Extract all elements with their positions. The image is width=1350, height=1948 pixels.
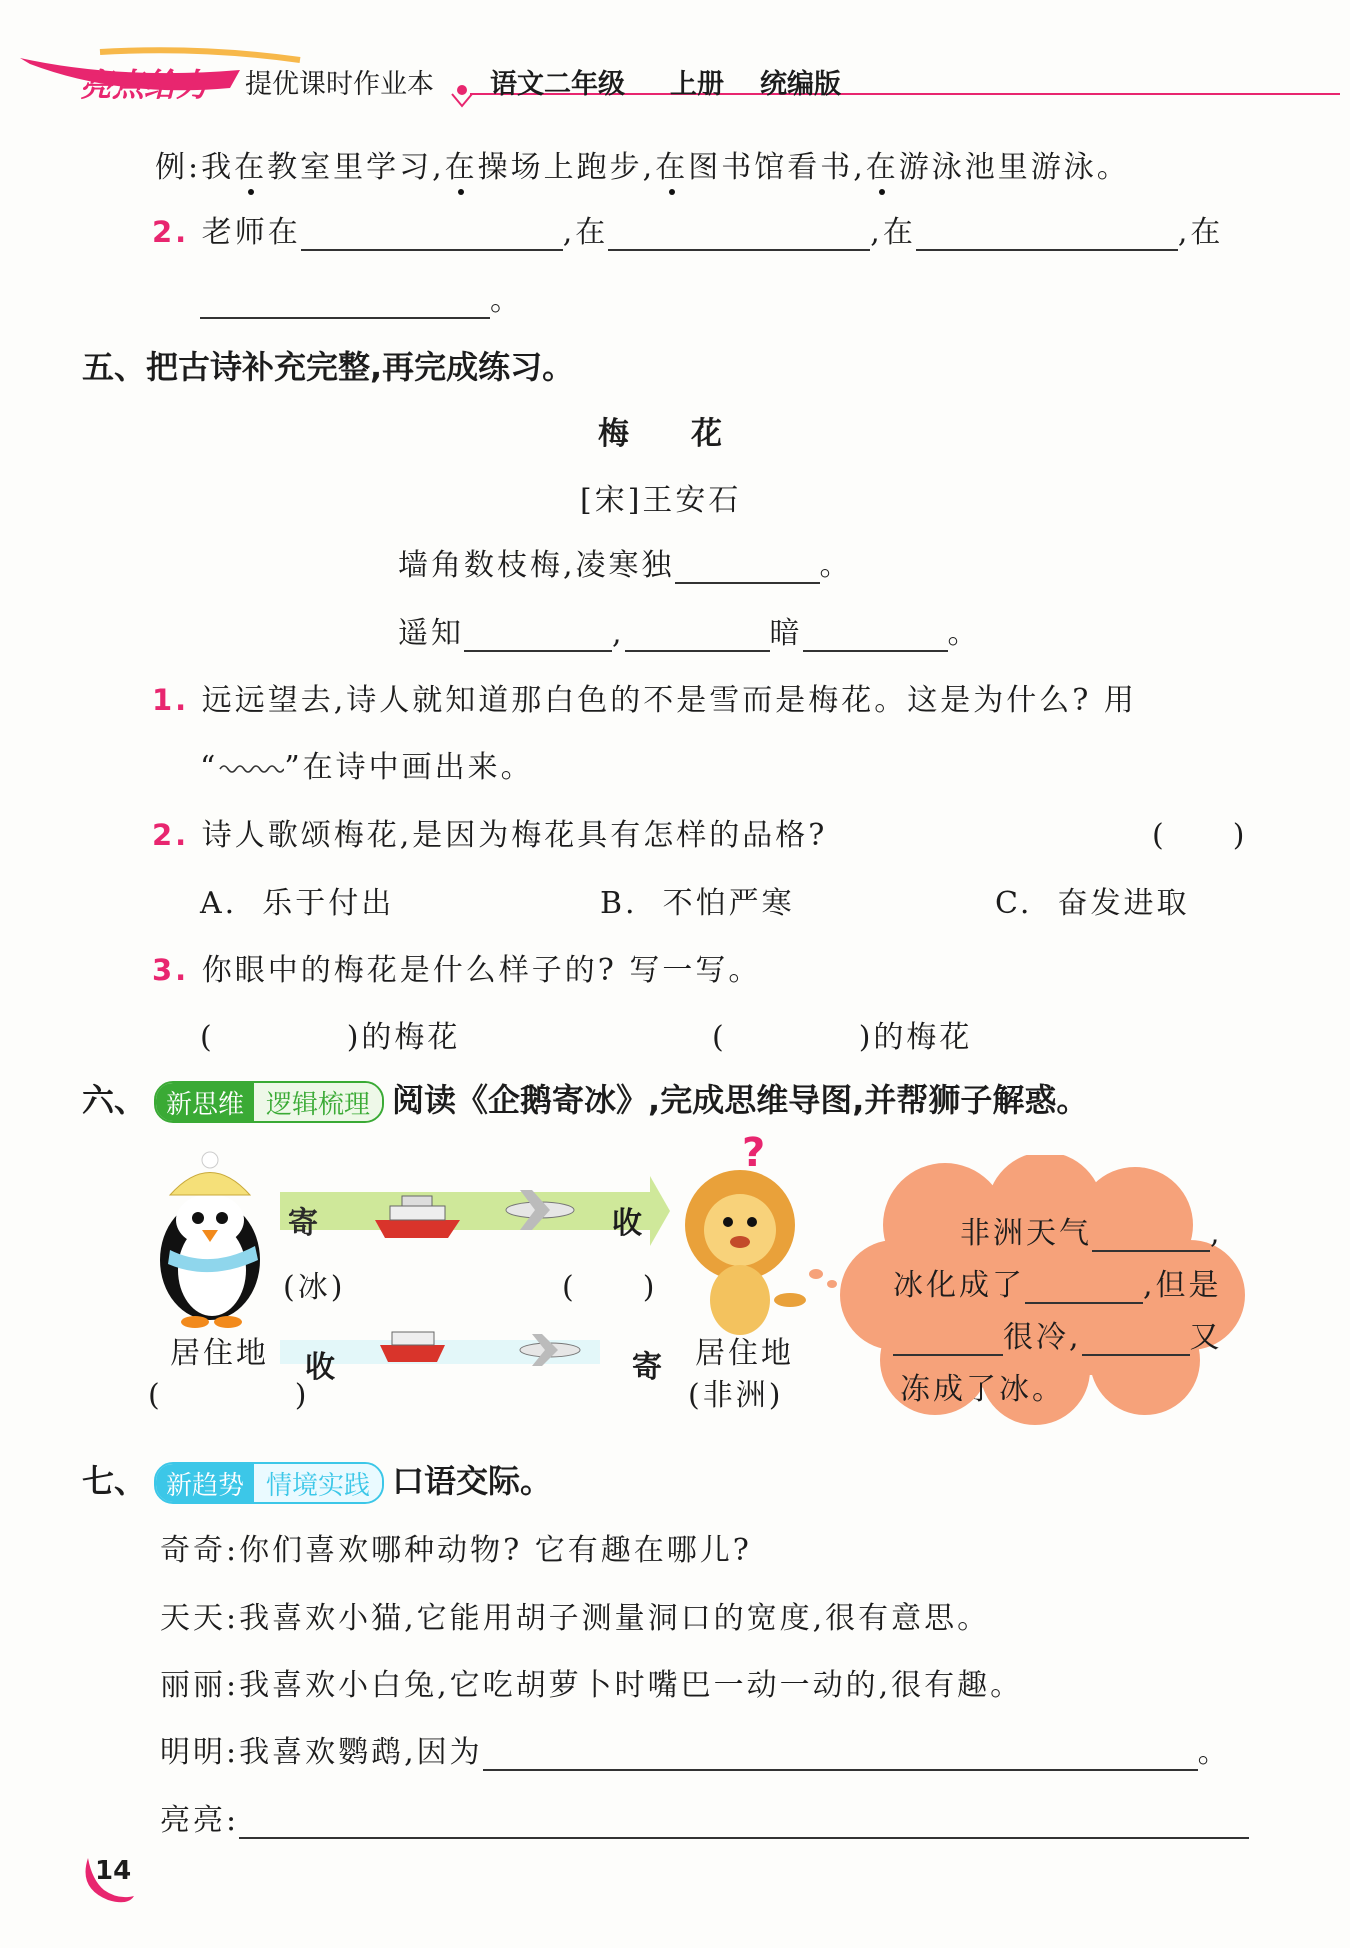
page-number: 14 <box>95 1856 132 1886</box>
example-word: 图书馆看书, <box>688 150 866 185</box>
poem-line-1 <box>398 540 853 584</box>
question-text: 。 <box>490 283 523 318</box>
s5-question-1-line2 <box>200 742 534 786</box>
section6-title-row <box>82 1075 1088 1123</box>
poem-text: , <box>612 616 625 651</box>
edition: 统编版 <box>760 69 841 100</box>
cloud-text: 很冷, <box>1003 1320 1082 1355</box>
ice-label: (冰) <box>283 1270 346 1305</box>
s5-question-1 <box>152 675 1137 719</box>
example-word: 游泳池里游泳。 <box>898 150 1130 185</box>
tag-sub: 情境实践 <box>254 1464 382 1502</box>
answer-blank[interactable] <box>200 287 490 319</box>
send-arrow-head <box>650 1176 670 1246</box>
cloud-line-4: 冻成了冰。 <box>900 1372 1065 1407</box>
cloud-text: ,但是 <box>1143 1268 1222 1303</box>
dialogue-liangliang <box>160 1795 1249 1839</box>
dialogue-line: 天天:我喜欢小猫,它能用胡子测量洞口的宽度,很有意思。 <box>160 1601 991 1636</box>
question-text: ,在 <box>562 215 609 250</box>
answer-blank[interactable] <box>893 1324 1003 1356</box>
example-word-dotted: 在 <box>655 150 689 185</box>
answer-blank[interactable] <box>1025 1272 1143 1304</box>
question-text: 远远望去,诗人就知道那白色的不是雪而是梅花。这是为什么? 用 <box>201 683 1137 718</box>
poem-line-2 <box>398 608 981 652</box>
new-trend-tag <box>154 1462 384 1504</box>
s5-question-3 <box>152 945 761 989</box>
poem-text: 。 <box>947 616 981 651</box>
send-label-bottom: 寄 <box>632 1350 665 1385</box>
series-name: 提优课时作业本 <box>245 69 434 100</box>
question-text: ,在 <box>870 215 916 250</box>
plum-fill-1[interactable]: ( )的梅花 <box>200 1020 461 1055</box>
tag-sub: 逻辑梳理 <box>254 1083 382 1121</box>
cloud-text: 冰化成了 <box>893 1268 1025 1303</box>
answer-paren[interactable]: ( ) <box>1152 818 1248 853</box>
question-text: ”在诗中画出来。 <box>284 750 534 785</box>
subject-grade: 语文二年级 <box>490 69 625 100</box>
dialogue-text: 。 <box>1197 1735 1231 1770</box>
section-prefix: 六、 <box>82 1081 147 1119</box>
cloud-text: 非洲天气 <box>960 1216 1092 1251</box>
cloud-text: , <box>1210 1216 1223 1251</box>
question-text: 你眼中的梅花是什么样子的? 写一写。 <box>201 953 762 988</box>
cloud-line-1 <box>960 1208 1223 1252</box>
poem-author: [宋]王安石 <box>580 483 742 518</box>
answer-blank[interactable] <box>301 219 563 251</box>
section-prefix: 七、 <box>82 1462 147 1500</box>
answer-blank[interactable] <box>239 1807 1249 1839</box>
ship-icon <box>380 1332 445 1362</box>
section-title: 口语交际。 <box>392 1462 553 1500</box>
poem-text: 墙角数枝梅,凌寒独 <box>398 548 675 583</box>
penguin-home-label: 居住地 <box>170 1336 269 1371</box>
tag-main: 新趋势 <box>156 1464 254 1502</box>
dialogue-line: 奇奇:你们喜欢哪种动物? 它有趣在哪儿? <box>160 1533 752 1568</box>
cloud-line-2 <box>893 1260 1222 1304</box>
example-word-dotted: 在 <box>234 150 268 185</box>
answer-blank[interactable] <box>608 219 870 251</box>
section-title: 阅读《企鹅寄冰》,完成思维导图,并帮狮子解惑。 <box>392 1081 1089 1119</box>
answer-blank[interactable] <box>803 620 948 652</box>
answer-blank[interactable] <box>625 620 770 652</box>
dialogue-text: 明明:我喜欢鹦鹉,因为 <box>160 1735 483 1770</box>
question-text: 诗人歌颂梅花,是因为梅花具有怎样的品格? <box>201 818 828 853</box>
question-number: 2. <box>152 215 190 249</box>
example-word-dotted: 在 <box>444 150 478 185</box>
cloud-line-3 <box>893 1312 1223 1356</box>
example-sentence <box>155 142 1130 186</box>
lion-home-label: 居住地 <box>695 1336 794 1371</box>
answer-blank[interactable] <box>464 620 612 652</box>
question-number: 2. <box>152 818 190 852</box>
question-number: 3. <box>152 953 190 987</box>
question-mark-icon: ? <box>742 1130 766 1176</box>
section5-title: 五、把古诗补充完整,再完成练习。 <box>82 348 575 386</box>
dialogue-line: 丽丽:我喜欢小白兔,它吃胡萝卜时嘴巴一动一动的,很有趣。 <box>160 1668 1024 1703</box>
teacher-question <box>152 207 1223 251</box>
s5-question-2 <box>152 810 827 854</box>
receive-label-bottom: 收 <box>305 1350 338 1385</box>
penguin-home-blank[interactable]: ( ) <box>148 1378 310 1413</box>
question-text: “ <box>200 750 219 785</box>
poem-text: 遥知 <box>398 616 464 651</box>
answer-blank[interactable] <box>1092 1220 1210 1252</box>
brand-logo: 亮点给力 <box>80 66 209 104</box>
wavy-line-icon <box>218 762 284 776</box>
dialogue-mingming <box>160 1727 1231 1771</box>
answer-blank[interactable] <box>675 552 820 584</box>
thought-dot <box>809 1269 823 1279</box>
option-a[interactable]: A. 乐于付出 <box>200 886 395 921</box>
example-word: 操场上跑步, <box>477 150 656 185</box>
item-blank[interactable]: ( ) <box>562 1270 658 1305</box>
question-number: 1. <box>152 683 190 717</box>
section7-title-row <box>82 1456 552 1504</box>
example-word: 教室里学习, <box>267 150 445 185</box>
answer-blank[interactable] <box>483 1739 1198 1771</box>
penguin-icon <box>160 1152 260 1328</box>
receive-label: 收 <box>612 1206 645 1241</box>
new-thinking-tag <box>154 1081 384 1123</box>
poem-title: 梅 花 <box>598 416 722 452</box>
question-text: ,在 <box>1177 215 1224 250</box>
example-prefix: 例: <box>155 150 202 185</box>
tag-main: 新思维 <box>156 1083 254 1121</box>
option-c[interactable]: C. 奋发进取 <box>995 886 1190 921</box>
option-b[interactable]: B. 不怕严寒 <box>600 886 795 921</box>
answer-blank[interactable] <box>916 219 1178 251</box>
lion-icon <box>685 1170 806 1335</box>
dialogue-text: 亮亮: <box>160 1803 240 1838</box>
poem-text: 暗 <box>769 616 803 651</box>
answer-blank[interactable] <box>1082 1324 1190 1356</box>
cloud-text: 又 <box>1189 1320 1223 1355</box>
teacher-question-line2 <box>200 275 523 319</box>
question-text: 老师在 <box>201 215 301 250</box>
poem-text: 。 <box>819 548 853 583</box>
example-word-dotted: 在 <box>865 150 899 185</box>
send-label: 寄 <box>288 1206 321 1241</box>
plum-fill-2[interactable]: ( )的梅花 <box>712 1020 973 1055</box>
volume: 上册 <box>670 69 724 100</box>
example-word: 我 <box>201 150 235 185</box>
page-header <box>0 40 1350 110</box>
lion-home-value: (非洲) <box>688 1378 784 1413</box>
send-arrow <box>280 1192 650 1230</box>
